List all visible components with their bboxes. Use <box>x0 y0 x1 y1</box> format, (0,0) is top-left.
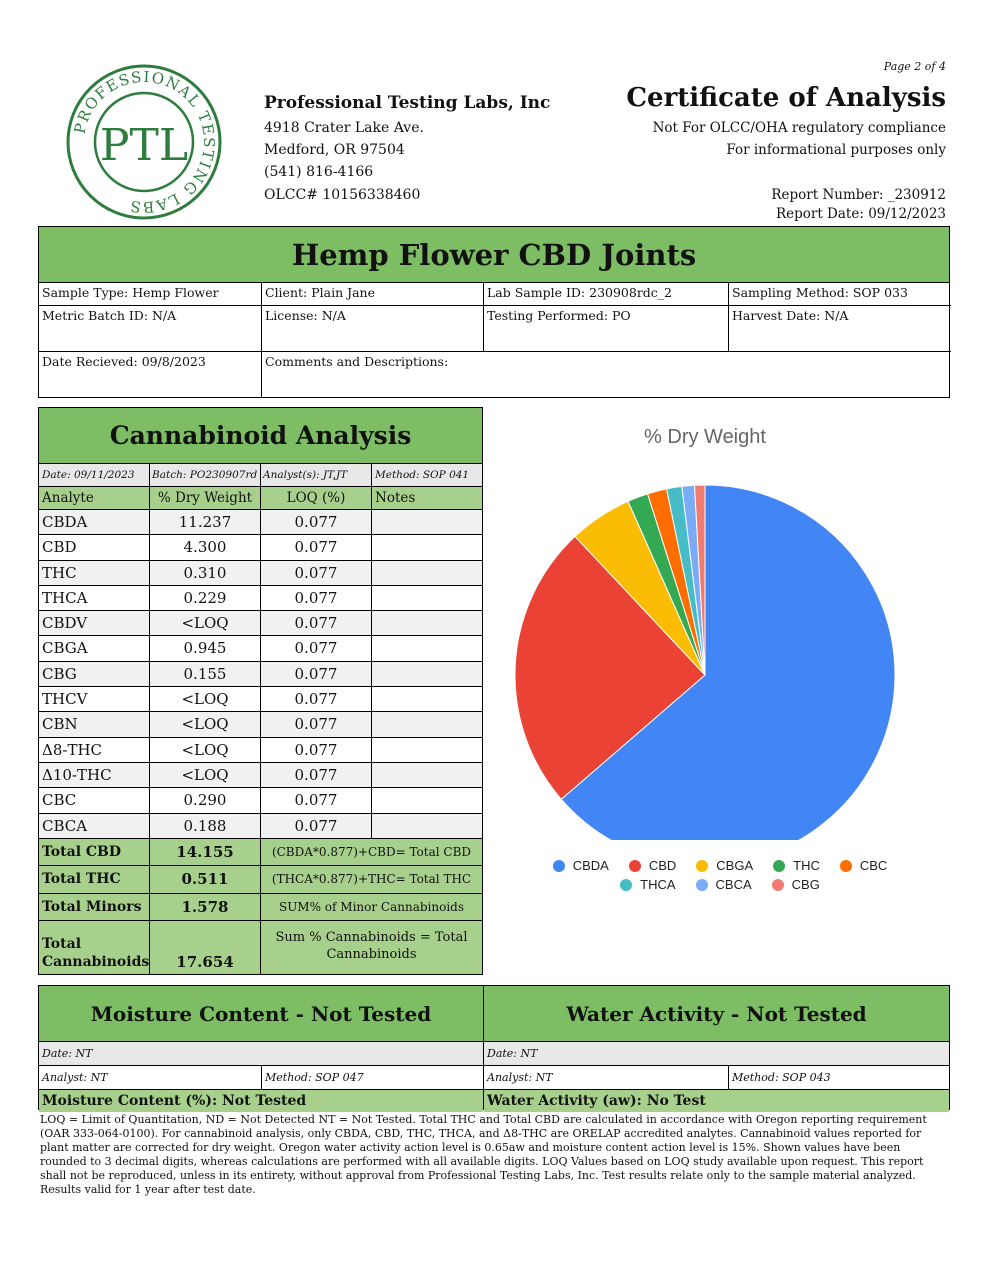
cannabinoid-header-row <box>39 487 482 510</box>
chart-legend <box>530 858 910 896</box>
total-label: Total THC <box>39 866 150 893</box>
cell-loq: 0.077 <box>261 586 372 610</box>
analysis-batch: Batch: PO230907rd <box>150 464 261 487</box>
legend-dot-icon <box>629 860 641 872</box>
legend-label: CBGA <box>716 858 754 873</box>
cell-analyte: CBDV <box>39 611 150 635</box>
table-row <box>39 788 482 813</box>
total-label: Total Minors <box>39 894 150 921</box>
total-row <box>39 839 482 867</box>
cell-notes <box>372 763 482 787</box>
water-analyst: Analyst: NT <box>484 1066 729 1089</box>
legend-label: THCA <box>640 877 676 892</box>
legend-label: CBD <box>648 858 677 873</box>
svg-text:PTL: PTL <box>99 120 189 171</box>
cell-notes <box>372 561 482 585</box>
cell-loq: 0.077 <box>261 712 372 736</box>
cell-value: <LOQ <box>150 738 261 762</box>
cell-notes <box>372 535 482 559</box>
cell-value: 0.945 <box>150 636 261 660</box>
cell-notes <box>372 788 482 812</box>
lab-olcc: OLCC# 10156338460 <box>264 187 421 203</box>
cell-loq: 0.077 <box>261 763 372 787</box>
cell-analyte: CBD <box>39 535 150 559</box>
cell-analyte: THCV <box>39 687 150 711</box>
legend-label: THC <box>793 858 820 873</box>
table-row <box>39 636 482 661</box>
analysis-method: Method: SOP 041 <box>375 468 470 481</box>
total-formula: SUM% of Minor Cannabinoids <box>278 899 465 914</box>
moisture-section <box>39 986 484 1109</box>
cell-value: 0.310 <box>150 561 261 585</box>
legend-item-cbga <box>696 858 753 873</box>
water-method: Method: SOP 043 <box>732 1071 831 1084</box>
water-result: Water Activity (aw): No Test <box>484 1090 949 1112</box>
cell-loq: 0.077 <box>261 510 372 534</box>
certificate-note2: For informational purposes only <box>726 142 946 158</box>
analysis-date: Date: 09/11/2023 <box>39 464 150 487</box>
cell-analyte: CBCA <box>39 814 150 838</box>
cell-value: 4.300 <box>150 535 261 559</box>
col-dry-weight: % Dry Weight <box>150 487 261 509</box>
cell-loq: 0.077 <box>261 814 372 838</box>
total-row <box>39 866 482 894</box>
sampling-method: Sampling Method: SOP 033 <box>729 283 951 306</box>
legend-dot-icon <box>696 879 708 891</box>
cell-notes <box>372 738 482 762</box>
cannabinoid-table <box>38 407 483 975</box>
table-row <box>39 586 482 611</box>
cell-loq: 0.077 <box>261 535 372 559</box>
legend-item-cbda <box>553 858 609 873</box>
product-info-box <box>38 226 950 398</box>
cell-value: 0.188 <box>150 814 261 838</box>
analysts: Analyst(s): JT,JT <box>261 464 372 487</box>
water-date: Date: NT <box>484 1042 949 1066</box>
cell-analyte: CBG <box>39 662 150 686</box>
sample-type: Sample Type: Hemp Flower <box>39 283 262 306</box>
report-date: Report Date: 09/12/2023 <box>775 206 946 222</box>
col-notes: Notes <box>375 490 416 506</box>
table-row <box>39 687 482 712</box>
license: License: N/A <box>262 306 484 352</box>
report-number: Report Number: _230912 <box>771 187 946 203</box>
lab-sample-id: Lab Sample ID: 230908rdc_2 <box>484 283 729 306</box>
moisture-method: Method: SOP 047 <box>265 1071 364 1084</box>
table-row <box>39 814 482 839</box>
legend-item-cbd <box>629 858 676 873</box>
table-row <box>39 763 482 788</box>
footnote: LOQ = Limit of Quantitation, ND = Not Detected NT = Not Tested. Total THC and Total CBD are calculated in accordance with Oregon reporting requirement (OAR 333-064-0100). For cannabinoid analysis, only CBDA, CBD, THC, THCA, and Δ8-THC are ORELAP accredited analytes. Cannabinoid values reported for plant matter are corrected for dry weight. Oregon water activity action level is 0.65aw and moisture content action level is 15%. Shown values have been rounded to 3 decimal digits, whereas calculations are performed with all available digits. LOQ Values based on LOQ study available upon request. This report shall not be reproduced, unless in its entirety, without approval from Professional Testing Labs, Inc. Test results relate only to the sample material analyzed. Results valid for 1 year after test date. <box>40 1113 927 1196</box>
date-received: Date Recieved: 09/8/2023 <box>39 352 262 397</box>
legend-item-thca <box>620 877 675 892</box>
lab-name: Professional Testing Labs, Inc <box>264 93 551 113</box>
cell-value: 11.237 <box>150 510 261 534</box>
legend-dot-icon <box>772 879 784 891</box>
legend-dot-icon <box>840 860 852 872</box>
water-title: Water Activity - Not Tested <box>484 986 949 1042</box>
cannabinoid-meta-row <box>39 464 482 487</box>
total-formula: (THCA*0.877)+THC= Total THC <box>271 872 472 887</box>
table-row <box>39 712 482 737</box>
legend-label: CBDA <box>572 858 609 873</box>
metric-batch-id: Metric Batch ID: N/A <box>39 306 262 352</box>
cell-analyte: CBC <box>39 788 150 812</box>
cell-value: <LOQ <box>150 687 261 711</box>
table-row <box>39 561 482 586</box>
water-section <box>484 986 949 1109</box>
cell-value: 0.229 <box>150 586 261 610</box>
svg-text:PROFESSIONAL TESTING LABS: PROFESSIONAL TESTING LABS <box>70 67 219 217</box>
cell-analyte: CBGA <box>39 636 150 660</box>
total-cannabinoids-row <box>39 921 482 974</box>
cell-analyte: Δ8-THC <box>39 738 150 762</box>
legend-item-cbca <box>696 877 752 892</box>
cannabinoid-title: Cannabinoid Analysis <box>39 408 482 464</box>
total-cannabinoids-label: Total Cannabinoids <box>39 921 150 974</box>
legend-line <box>530 858 910 873</box>
table-row <box>39 535 482 560</box>
dry-weight-pie-chart <box>490 420 950 920</box>
legend-item-thc <box>773 858 820 873</box>
certificate-note1: Not For OLCC/OHA regulatory compliance <box>652 120 946 136</box>
cell-loq: 0.077 <box>261 738 372 762</box>
total-value: 14.155 <box>150 839 261 866</box>
cell-value: <LOQ <box>150 763 261 787</box>
table-row <box>39 738 482 763</box>
col-loq: LOQ (%) <box>261 487 372 509</box>
cell-value: <LOQ <box>150 611 261 635</box>
comments: Comments and Descriptions: <box>265 354 449 369</box>
cell-value: <LOQ <box>150 712 261 736</box>
legend-line <box>530 877 910 892</box>
legend-label: CBCA <box>715 877 752 892</box>
total-formula: (CBDA*0.877)+CBD= Total CBD <box>271 844 472 859</box>
total-cannabinoids-value: 17.654 <box>150 921 261 974</box>
cell-notes <box>372 510 482 534</box>
legend-dot-icon <box>620 879 632 891</box>
cell-notes <box>372 712 482 736</box>
cell-analyte: Δ10-THC <box>39 763 150 787</box>
cell-notes <box>372 814 482 838</box>
pie-svg <box>490 420 950 840</box>
ptl-logo <box>66 64 222 220</box>
lab-phone: (541) 816-4166 <box>264 164 374 180</box>
cell-notes <box>372 611 482 635</box>
cell-loq: 0.077 <box>261 788 372 812</box>
cannabinoid-totals <box>39 839 482 922</box>
cell-notes <box>372 662 482 686</box>
client: Client: Plain Jane <box>262 283 484 306</box>
table-row <box>39 662 482 687</box>
legend-label: CBG <box>791 877 820 892</box>
testing-performed: Testing Performed: PO <box>484 306 729 352</box>
cell-value: 0.290 <box>150 788 261 812</box>
lab-address2: Medford, OR 97504 <box>264 142 405 158</box>
cell-loq: 0.077 <box>261 561 372 585</box>
chart-title: % Dry Weight <box>644 426 766 448</box>
cell-analyte: CBDA <box>39 510 150 534</box>
moisture-water-box <box>38 985 950 1110</box>
cell-analyte: THCA <box>39 586 150 610</box>
col-analyte: Analyte <box>39 487 150 509</box>
table-row <box>39 510 482 535</box>
moisture-analyst: Analyst: NT <box>39 1066 262 1089</box>
cell-loq: 0.077 <box>261 611 372 635</box>
moisture-result: Moisture Content (%): Not Tested <box>39 1090 483 1112</box>
cell-notes <box>372 636 482 660</box>
table-row <box>39 611 482 636</box>
legend-dot-icon <box>553 860 565 872</box>
moisture-date: Date: NT <box>39 1042 483 1066</box>
cell-notes <box>372 586 482 610</box>
product-title: Hemp Flower CBD Joints <box>39 227 949 283</box>
cell-loq: 0.077 <box>261 636 372 660</box>
moisture-title: Moisture Content - Not Tested <box>39 986 483 1042</box>
legend-label: CBC <box>859 858 888 873</box>
lab-address1: 4918 Crater Lake Ave. <box>264 120 424 136</box>
harvest-date: Harvest Date: N/A <box>729 306 951 352</box>
cannabinoid-rows <box>39 510 482 839</box>
total-value: 0.511 <box>150 866 261 893</box>
total-row <box>39 894 482 922</box>
certificate-title: Certificate of Analysis <box>626 83 946 113</box>
page-number: Page 2 of 4 <box>883 60 946 73</box>
cell-analyte: CBN <box>39 712 150 736</box>
total-value: 1.578 <box>150 894 261 921</box>
legend-item-cbc <box>840 858 887 873</box>
legend-dot-icon <box>696 860 708 872</box>
cell-analyte: THC <box>39 561 150 585</box>
cell-loq: 0.077 <box>261 687 372 711</box>
water-analyst-row <box>484 1066 949 1090</box>
cell-value: 0.155 <box>150 662 261 686</box>
cell-notes <box>372 687 482 711</box>
total-label: Total CBD <box>39 839 150 866</box>
legend-item-cbg <box>772 877 820 892</box>
total-cannabinoids-formula: Sum % Cannabinoids = Total Cannabinoids <box>275 930 468 963</box>
legend-dot-icon <box>773 860 785 872</box>
moisture-analyst-row <box>39 1066 483 1090</box>
cell-loq: 0.077 <box>261 662 372 686</box>
